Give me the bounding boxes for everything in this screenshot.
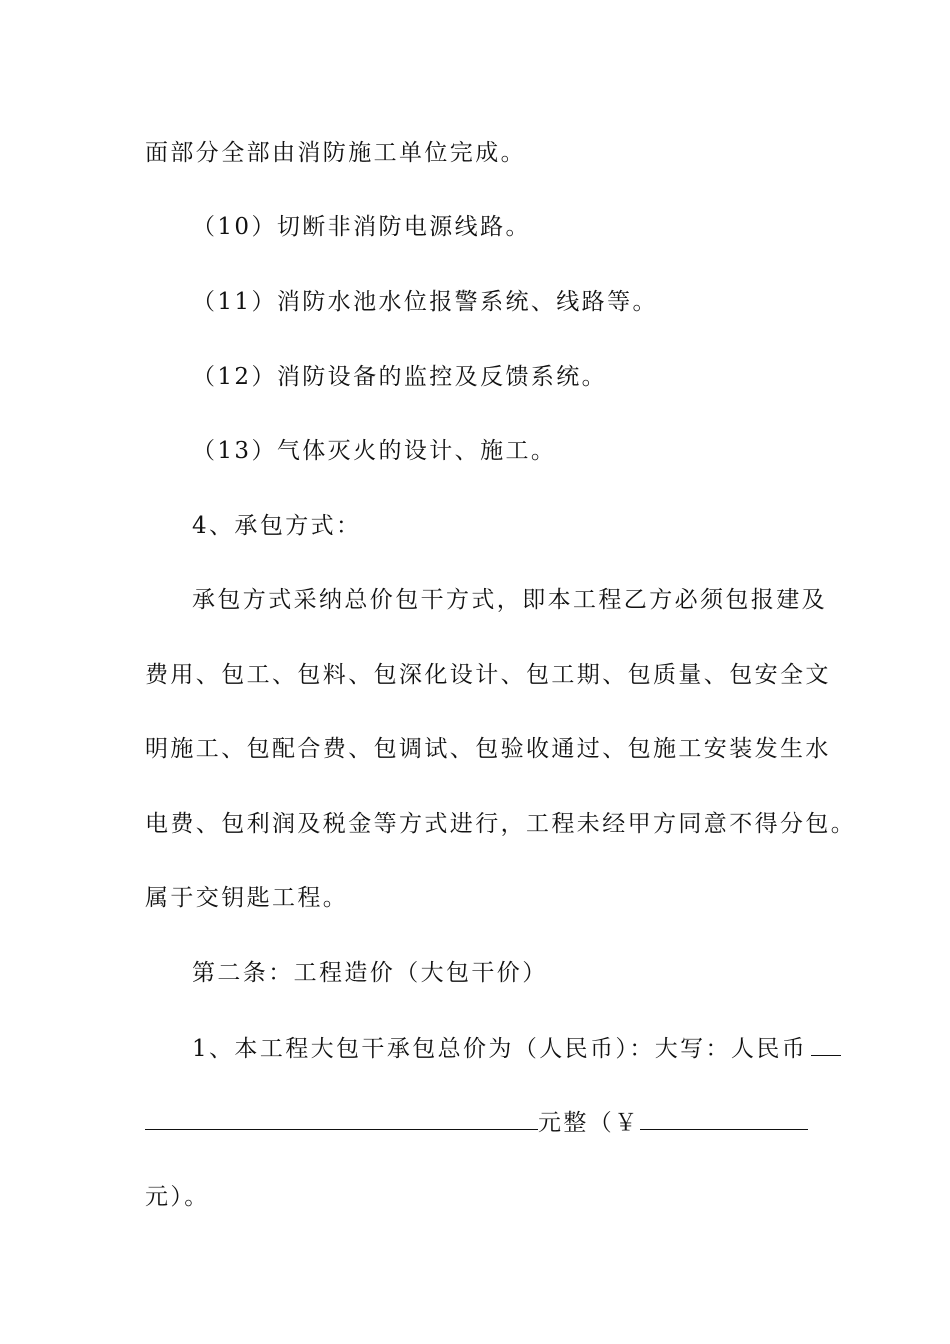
article-heading: 第二条：工程造价（大包干价） [192, 960, 548, 986]
list-item-12: （12）消防设备的监控及反馈系统。 [192, 364, 608, 390]
price-continuation-line [145, 1107, 808, 1138]
price-mid-label: 元整（￥ [538, 1110, 640, 1136]
paragraph-line: 明施工、包配合费、包调试、包验收通过、包施工安装发生水 [145, 736, 831, 762]
list-item-10: （10）切断非消防电源线路。 [192, 214, 531, 240]
paragraph-line: 电费、包利润及税金等方式进行，工程未经甲方同意不得分包。 [145, 811, 857, 837]
paragraph-line: 面部分全部由消防施工单位完成。 [145, 140, 526, 166]
paragraph-line: 费用、包工、包料、包深化设计、包工期、包质量、包安全文 [145, 662, 831, 688]
price-line [192, 1033, 841, 1064]
price-label: 1、本工程大包干承包总价为（人民币）：大写：人民币 [192, 1036, 808, 1062]
list-item-13: （13）气体灭火的设计、施工。 [192, 438, 557, 464]
price-words-blank[interactable] [145, 1107, 538, 1130]
section-heading-contract-method: 4、承包方式： [192, 513, 362, 539]
price-end-line: 元）。 [145, 1184, 210, 1210]
paragraph-line: 属于交钥匙工程。 [145, 885, 349, 911]
paragraph-line: 承包方式采纳总价包干方式，即本工程乙方必须包报建及 [192, 587, 827, 613]
price-blank-start[interactable] [811, 1033, 841, 1056]
list-item-11: （11）消防水池水位报警系统、线路等。 [192, 289, 658, 315]
price-number-blank[interactable] [640, 1107, 808, 1130]
